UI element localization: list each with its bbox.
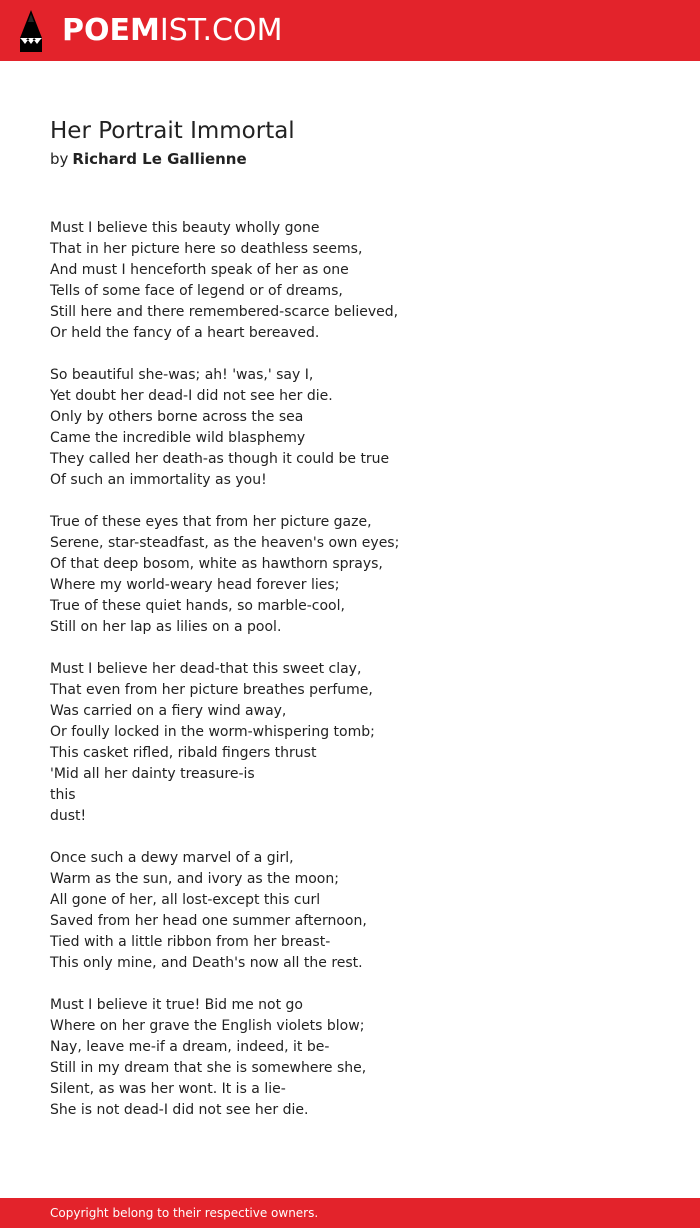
stanza [50, 365, 650, 491]
poem-line: Warm as the sun, and ivory as the moon; [50, 871, 339, 887]
site-logo[interactable] [62, 12, 282, 50]
poem-line: Yet doubt her dead-I did not see her die. [50, 388, 333, 404]
stanza [50, 659, 650, 827]
site-header [0, 0, 700, 61]
poem-line: Silent, as was her wont. It is a lie- [50, 1081, 286, 1097]
logo-light-text: IST.COM [159, 13, 283, 48]
pencil-tip-icon[interactable] [18, 10, 44, 52]
stanza [50, 512, 650, 638]
poem-line: She is not dead-I did not see her die. [50, 1102, 309, 1118]
poem-line: Nay, leave me-if a dream, indeed, it be- [50, 1039, 330, 1055]
poem-line: Still on her lap as lilies on a pool. [50, 619, 282, 635]
stanza [50, 848, 650, 974]
poem-line: And must I henceforth speak of her as one [50, 262, 349, 278]
poem-line: this [50, 787, 76, 803]
poem-line: This casket rifled, ribald fingers thrust [50, 745, 317, 761]
poem-line: That even from her picture breathes perfume, [50, 682, 373, 698]
stanza [50, 995, 650, 1121]
poem-line: True of these eyes that from her picture gaze, [50, 514, 372, 530]
poem-line: Must I believe her dead-that this sweet clay, [50, 661, 362, 677]
by-label: by [50, 150, 69, 168]
poem-line: Came the incredible wild blasphemy [50, 430, 306, 446]
poem-line: Where on her grave the English violets blow; [50, 1018, 365, 1034]
logo-bold-text: POEM [62, 13, 160, 48]
poem-line: That in her picture here so deathless seems, [50, 241, 363, 257]
poem-line: They called her death-as though it could be true [50, 451, 390, 467]
author-name: Richard Le Gallienne [72, 150, 247, 168]
poem-title: Her Portrait Immortal [50, 118, 295, 144]
poem-line: So beautiful she-was; ah! 'was,' say I, [50, 367, 314, 383]
stanza [50, 218, 650, 344]
poem-line: Tells of some face of legend or of dreams, [50, 283, 343, 299]
poem-line: This only mine, and Death's now all the rest. [50, 955, 363, 971]
poem-line: Still in my dream that she is somewhere she, [50, 1060, 367, 1076]
poem-line: True of these quiet hands, so marble-cool, [50, 598, 345, 614]
poem-line: Where my world-weary head forever lies; [50, 577, 340, 593]
poem-line: Of that deep bosom, white as hawthorn sprays, [50, 556, 383, 572]
byline [50, 148, 247, 170]
poem-line: Was carried on a fiery wind away, [50, 703, 287, 719]
poem-line: Saved from her head one summer afternoon, [50, 913, 367, 929]
poem-line: Or held the fancy of a heart bereaved. [50, 325, 320, 341]
poem-line: Serene, star-steadfast, as the heaven's own eyes; [50, 535, 400, 551]
poem-body [50, 218, 650, 1142]
poem-line: Must I believe this beauty wholly gone [50, 220, 320, 236]
poem-line: dust! [50, 808, 87, 824]
poem-line: Must I believe it true! Bid me not go [50, 997, 303, 1013]
poem-line: Only by others borne across the sea [50, 409, 304, 425]
poem-line: Still here and there remembered-scarce believed, [50, 304, 399, 320]
poem-line: Or foully locked in the worm-whispering tomb; [50, 724, 375, 740]
poem-line: All gone of her, all lost-except this curl [50, 892, 321, 908]
copyright-text: Copyright belong to their respective owners. [50, 1206, 319, 1220]
site-footer [0, 1198, 700, 1228]
poem-line: 'Mid all her dainty treasure-is [50, 766, 255, 782]
poem-line: Once such a dewy marvel of a girl, [50, 850, 294, 866]
poem-line: Of such an immortality as you! [50, 472, 267, 488]
poem-line: Tied with a little ribbon from her breast- [50, 934, 331, 950]
